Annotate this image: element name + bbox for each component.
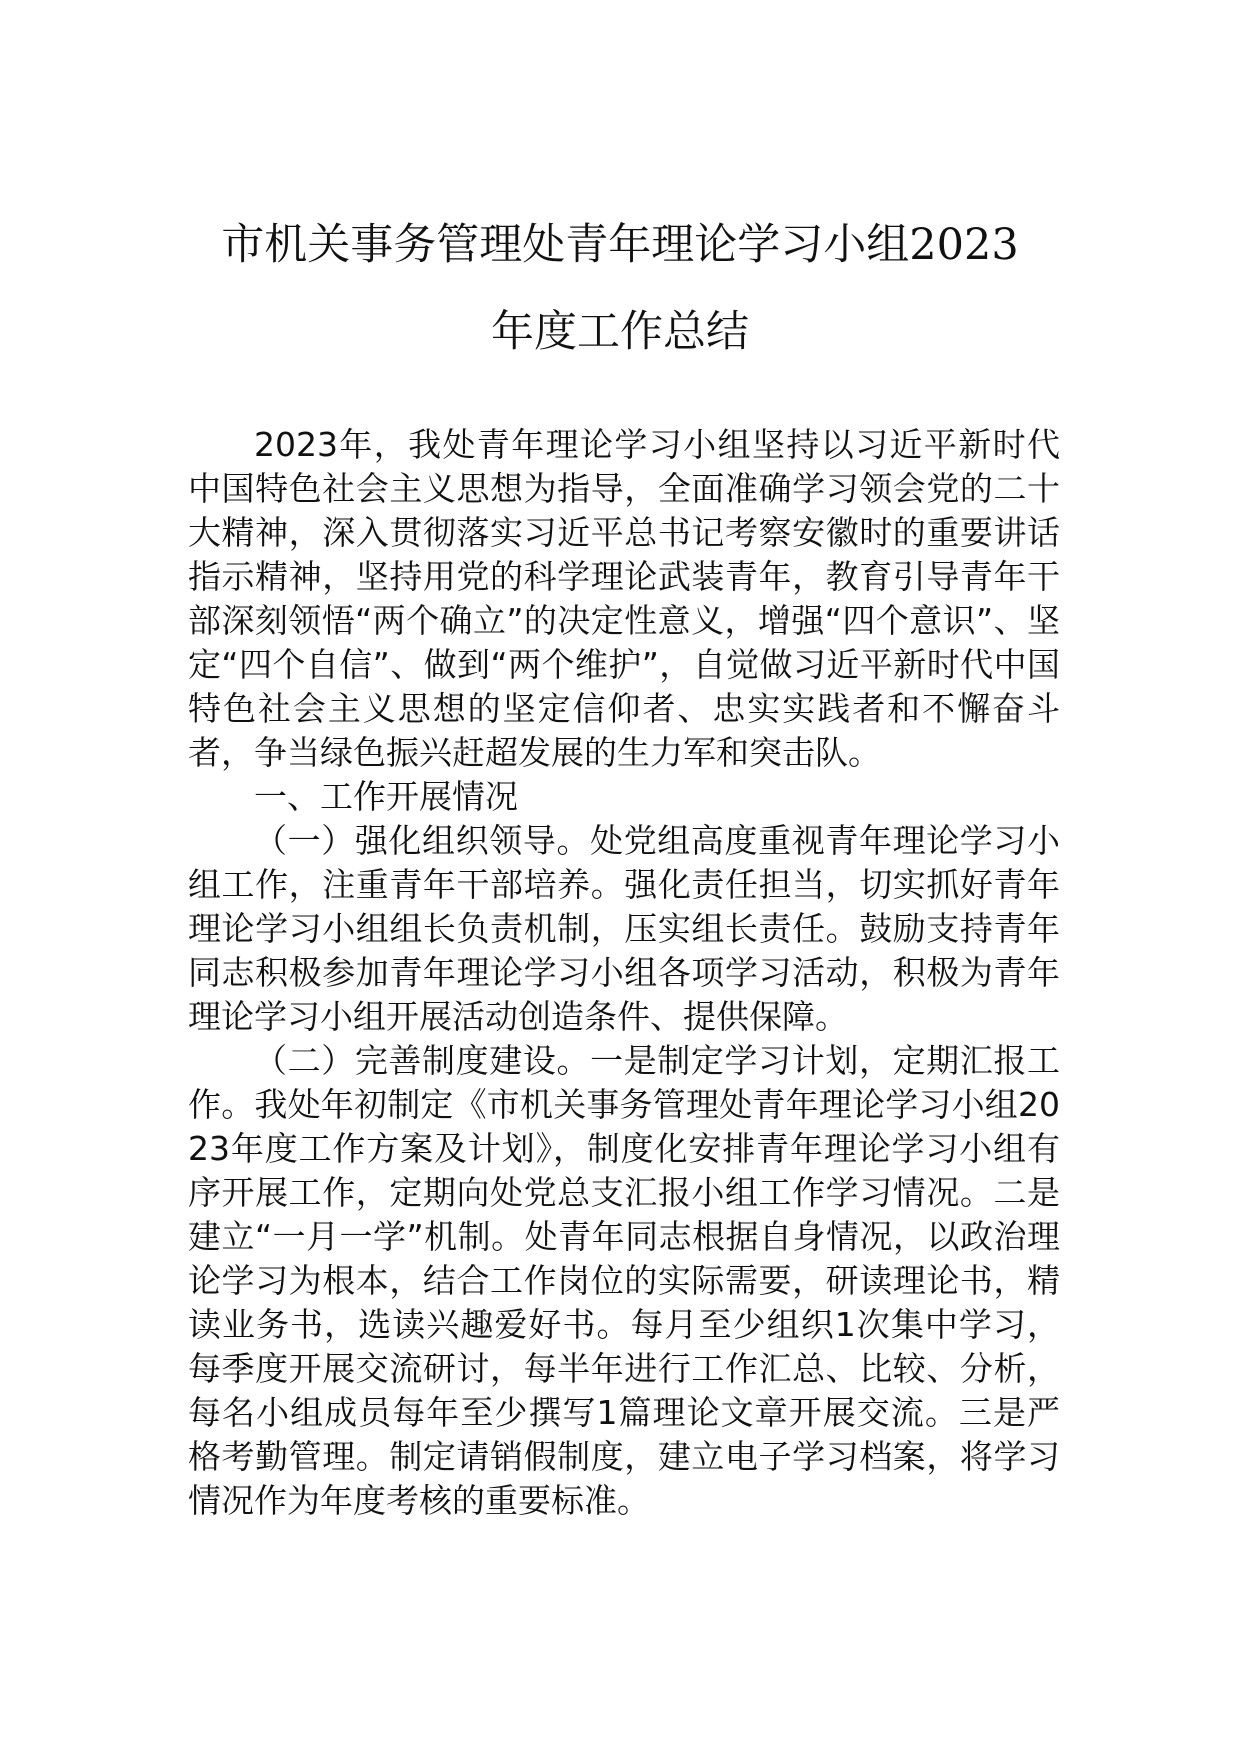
document-body xyxy=(188,423,1060,1523)
document-title-line-1: 市机关事务管理处青年理论学习小组2023 xyxy=(221,220,1019,270)
paragraph-organization-leadership: （一）强化组织领导。处党组高度重视青年理论学习小组工作，注重青年干部培养。强化责任担当，切实抓好青年理论学习小组组长负责机制，压实组长责任。鼓励支持青年同志积极参加青年理论学习小组各项学习活动，积极为青年理论学习小组开展活动创造条件、提供保障。 xyxy=(188,821,1060,1036)
section-heading-work-progress: 一、工作开展情况 xyxy=(254,777,518,816)
intro-paragraph: 2023年，我处青年理论学习小组坚持以习近平新时代中国特色社会主义思想为指导，全面准确学习领会党的二十大精神，深入贯彻落实习近平总书记考察安徽时的重要讲话指示精神，坚持用党的科学理论武装青年，教育引导青年干部深刻领悟“两个确立”的决定性意义，增强“四个意识”、坚定“四个自信”、做到“两个维护”，自觉做习近平新时代中国特色社会主义思想的坚定信仰者、忠实实践者和不懈奋斗者，争当绿色振兴赶超发展的生力军和突击队。 xyxy=(188,425,1060,772)
paragraph-system-building: （二）完善制度建设。一是制定学习计划，定期汇报工作。我处年初制定《市机关事务管理处青年理论学习小组2023年度工作方案及计划》，制度化安排青年理论学习小组有序开展工作，定期向处党总支汇报小组工作学习情况。二是建立“一月一学”机制。处青年同志根据自身情况，以政治理论学习为根本，结合工作岗位的实际需要，研读理论书，精读业务书，选读兴趣爱好书。每月至少组织1次集中学习，每季度开展交流研讨，每半年进行工作汇总、比较、分析，每名小组成员每年至少撰写1篇理论文章开展交流。三是严格考勤管理。制定请销假制度，建立电子学习档案，将学习情况作为年度考核的重要标准。 xyxy=(188,1041,1060,1520)
document-title-line-2: 年度工作总结 xyxy=(491,307,749,357)
